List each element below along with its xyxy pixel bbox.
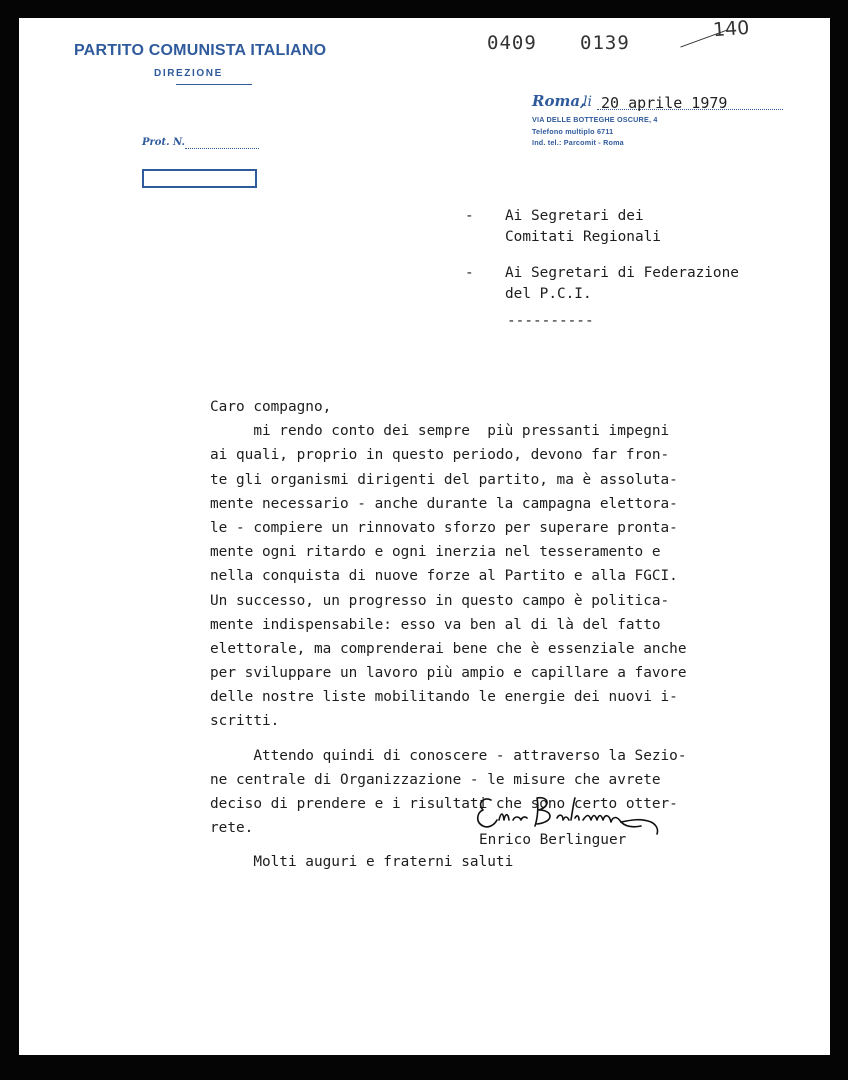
body-line: delle nostre liste mobilitando le energie dei nuovi i- [210, 689, 678, 706]
party-name: PARTITO COMUNISTA ITALIANO [74, 42, 327, 59]
address-line: VIA DELLE BOTTEGHE OSCURE, 4 [532, 115, 658, 124]
recipients-rule: ---------- [507, 313, 594, 329]
department-name: DIREZIONE [154, 68, 223, 79]
signer-name: Enrico Berlinguer [479, 832, 627, 848]
signature-stroke [513, 817, 527, 820]
signature-stroke [557, 798, 579, 820]
body-line: deciso di prendere e i risultati che sono certo otter- [210, 796, 678, 812]
handwritten-page-number: 140 [712, 16, 750, 42]
recipient-dash: - [465, 208, 474, 224]
signature-stroke [478, 799, 497, 827]
department-underline [176, 84, 252, 85]
protocol-box [142, 169, 257, 188]
letterhead-place: Roma, [532, 92, 586, 110]
telegraph-line: Ind. tel.: Parcomit - Roma [532, 138, 624, 147]
recipient-1-line1: Ai Segretari dei [505, 208, 644, 224]
protocol-dotted-line [185, 148, 259, 149]
body-line: rete. [210, 820, 254, 837]
signature-stroke [583, 816, 641, 827]
letter-sheet [19, 18, 830, 1055]
body-line: ai quali, proprio in questo periodo, devono far fron- [210, 447, 670, 464]
salutation: Caro compagno, [210, 399, 332, 415]
body-line: Un successo, un progresso in questo campo è politica- [210, 592, 670, 609]
recipient-1-line2: Comitati Regionali [505, 229, 661, 245]
letter-date: 20 aprile 1979 [601, 94, 728, 112]
body-line: mente ogni ritardo e ogni inerzia nel tesseramento e [210, 544, 661, 561]
signature-stroke [535, 798, 550, 826]
body-line: elettorale, ma comprenderai bene che è essenziale anche [210, 640, 687, 657]
recipient-2-line1: Ai Segretari di Federazione [505, 265, 739, 281]
closing-line: Molti auguri e fraterni saluti [210, 854, 514, 871]
paragraph-gap [210, 734, 770, 744]
body-line: ne centrale di Organizzazione - le misure che avrete [210, 771, 661, 788]
body-line: mi rendo conto dei sempre più pressanti impegni [210, 423, 670, 440]
recipient-dash: - [465, 265, 474, 281]
body-line: nella conquista di nuove forze al Partito e alla FGCI. [210, 568, 678, 585]
body-line: scritti. [210, 713, 280, 730]
body-line: per sviluppare un lavoro più ampio e capillare a favore [210, 665, 687, 682]
archive-code-2: 0139 [580, 32, 630, 54]
body-line: Attendo quindi di conoscere - attraverso la Sezio- [210, 747, 687, 764]
letterhead-date-prefix: li [583, 94, 592, 110]
signature-stroke [499, 814, 509, 820]
recipient-2-line2: del P.C.I. [505, 286, 592, 302]
body-line: te gli organismi dirigenti del partito, ma è assoluta- [210, 471, 678, 488]
body-line: mente indispensabile: esso va ben al di là del fatto [210, 616, 661, 633]
phone-line: Telefono multiplo 6711 [532, 127, 614, 136]
body-line: mente necessario - anche durante la campagna elettora- [210, 495, 678, 512]
protocol-label: Prot. N. [142, 137, 186, 148]
archive-code-1: 0409 [487, 32, 537, 54]
body-line: le - compiere un rinnovato sforzo per superare pronta- [210, 519, 678, 536]
